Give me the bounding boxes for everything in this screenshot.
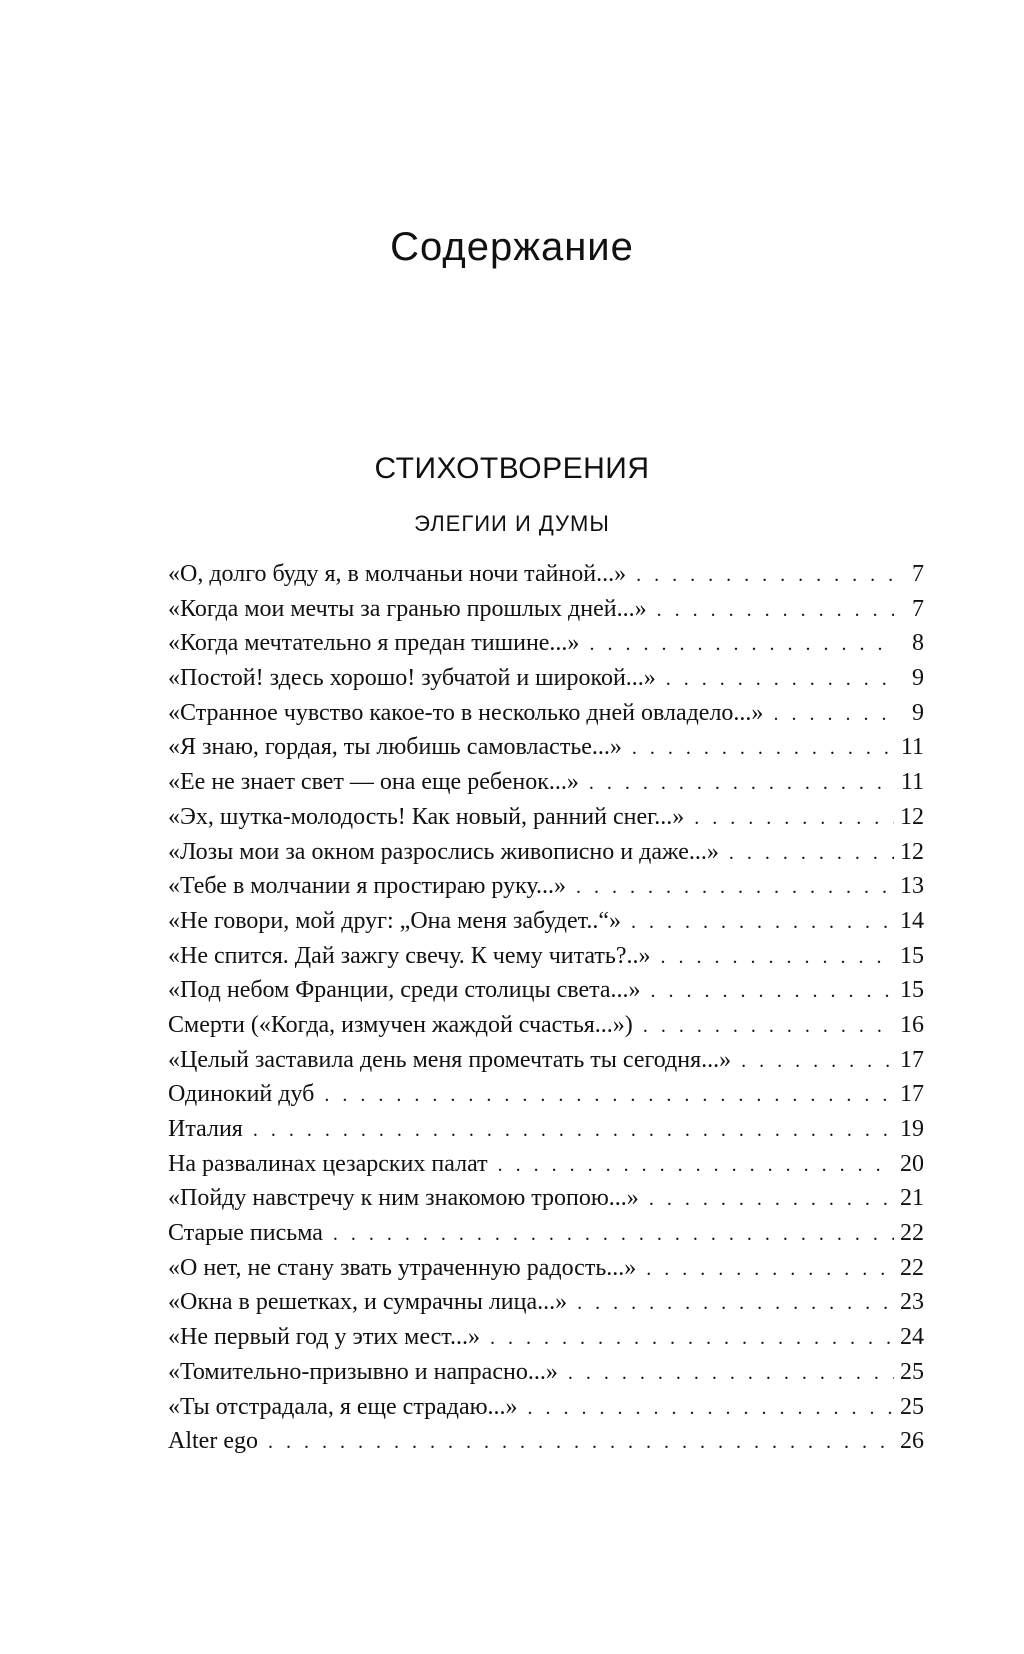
toc-entry-title: Италия: [168, 1116, 243, 1142]
toc-entry: [168, 804, 924, 839]
toc-dot-leader: [333, 1223, 894, 1246]
toc-entry-page-number: 15: [900, 942, 924, 969]
toc-entry: [168, 943, 924, 978]
toc-entry-title: «Тебе в молчании я простираю руку...»: [168, 873, 567, 900]
toc-dot-leader: [577, 1292, 894, 1315]
toc-entry-page-number: 22: [900, 1254, 924, 1281]
toc-entry-title: «Пойду навстречу к ним знакомою тропою...»: [168, 1185, 639, 1212]
toc-entry: [168, 839, 924, 874]
toc-entry-page-number: 17: [900, 1046, 924, 1073]
toc-entry: [168, 596, 924, 631]
toc-entry-page-number: 17: [900, 1081, 924, 1108]
toc-dot-leader: [589, 633, 894, 656]
toc-entry-page-number: 21: [900, 1185, 924, 1212]
toc-entry: [168, 1255, 924, 1290]
toc-dot-leader: [741, 1050, 894, 1073]
toc-entry-page-number: 7: [912, 595, 924, 622]
toc-entry: [168, 734, 924, 769]
toc-dot-leader: [324, 1084, 894, 1107]
toc-dot-leader: [661, 946, 894, 969]
toc-dot-leader: [657, 599, 894, 622]
toc-entry-title: «Томительно-призывно и напрасно...»: [168, 1358, 558, 1385]
toc-entry-title: Старые письма: [168, 1220, 323, 1247]
toc-entry: [168, 1428, 924, 1463]
toc-entry-page-number: 15: [900, 977, 924, 1004]
toc-entry-page-number: 11: [900, 769, 924, 796]
toc-entry-page-number: 25: [900, 1358, 924, 1385]
toc-entry-title: «Когда мои мечты за гранью прошлых дней...»: [168, 595, 647, 622]
toc-dot-leader: [631, 911, 894, 934]
section-title: СТИХОТВОРЕНИЯ: [374, 452, 650, 485]
toc-entry-title: Alter ego: [168, 1428, 258, 1455]
toc-entry-page-number: 12: [900, 838, 924, 865]
toc-entry: [168, 630, 924, 665]
toc-entry-title: «Эх, шутка-молодость! Как новый, ранний снег...»: [168, 803, 685, 830]
toc-dot-leader: [636, 564, 894, 587]
toc-entry-page-number: 24: [900, 1324, 924, 1351]
toc-entry-page-number: 9: [912, 665, 924, 692]
page-title: Содержание: [390, 224, 634, 269]
subsection-title: ЭЛЕГИИ И ДУМЫ: [414, 511, 610, 536]
toc-dot-leader: [649, 1188, 894, 1211]
toc-dot-leader: [253, 1119, 894, 1142]
toc-entry: [168, 1151, 924, 1186]
toc-dot-leader: [490, 1327, 894, 1350]
toc-entry-title: «Не спится. Дай зажгу свечу. К чему читать?..»: [168, 942, 651, 969]
toc-entry-page-number: 20: [900, 1150, 924, 1177]
toc-entry-page-number: 12: [900, 803, 924, 830]
toc-entry-title: «Не первый год у этих мест...»: [168, 1324, 480, 1351]
toc-entry-page-number: 19: [900, 1116, 924, 1142]
toc-entry-title: На развалинах цезарских палат: [168, 1150, 488, 1177]
toc-entry-page-number: 13: [900, 873, 924, 900]
toc-entry-page-number: 25: [900, 1393, 924, 1420]
toc-entry: [168, 1116, 924, 1151]
toc-entry: [168, 665, 924, 700]
toc-dot-leader: [632, 737, 894, 760]
toc-dot-leader: [568, 1362, 894, 1385]
toc-dot-leader: [268, 1431, 894, 1454]
toc-entry-title: «Когда мечтательно я предан тишине...»: [168, 630, 580, 657]
toc-entry-title: «Странное чувство какое-то в несколько дней овладело...»: [168, 699, 764, 726]
toc-dot-leader: [651, 980, 894, 1003]
toc-entry-title: «Ее не знает свет — она еще ребенок...»: [168, 769, 579, 796]
toc-entry: [168, 1081, 924, 1116]
toc-dot-leader: [528, 1397, 894, 1420]
toc-entry-title: «О, долго буду я, в молчаньи ночи тайной...»: [168, 561, 627, 587]
toc-dot-leader: [589, 772, 894, 795]
toc-entry: [168, 769, 924, 804]
toc-entry-title: «Постой! здесь хорошо! зубчатой и широкой...»: [168, 665, 656, 692]
toc-dot-leader: [666, 668, 894, 691]
toc-entry-title: «Окна в решетках, и сумрачны лица...»: [168, 1289, 568, 1316]
toc-entry: [168, 1012, 924, 1047]
toc-entry: [168, 561, 924, 596]
toc-entry-page-number: 8: [912, 630, 924, 657]
toc-entry-title: «Целый заставила день меня промечтать ты сегодня...»: [168, 1046, 732, 1073]
toc-entry-page-number: 14: [900, 907, 924, 934]
toc-entry-title: «Лозы мои за окном разрослись живописно и даже...»: [168, 838, 719, 865]
toc-entry-title: «Не говори, мой друг: „Она меня забудет..“»: [168, 907, 621, 934]
toc-entry: [168, 1324, 924, 1359]
toc-entry-page-number: 16: [900, 1011, 924, 1038]
toc-dot-leader: [576, 876, 894, 899]
toc-entry-page-number: 7: [912, 561, 924, 587]
toc-dot-leader: [694, 807, 894, 830]
toc-entry-title: «Я знаю, гордая, ты любишь самовластье...»: [168, 734, 622, 761]
toc-entry-page-number: 9: [912, 699, 924, 726]
toc-entry: [168, 1394, 924, 1429]
toc-entry-title: «О нет, не стану звать утраченную радость...»: [168, 1254, 637, 1281]
toc-entry: [168, 1047, 924, 1082]
toc-dot-leader: [643, 1015, 894, 1038]
toc-entry: [168, 1185, 924, 1220]
toc-dot-leader: [729, 842, 894, 865]
toc-entry-page-number: 11: [900, 734, 924, 761]
toc-entry-page-number: 22: [900, 1220, 924, 1247]
toc-entry-page-number: 26: [900, 1428, 924, 1455]
toc-entry: [168, 1359, 924, 1394]
toc-entry-title: «Под небом Франции, среди столицы света...»: [168, 977, 641, 1004]
toc-entry-page-number: 23: [900, 1289, 924, 1316]
toc-entry-title: Смерти («Когда, измучен жаждой счастья...»): [168, 1011, 633, 1038]
toc-entry: [168, 1289, 924, 1324]
toc-entry: [168, 977, 924, 1012]
toc-entry: [168, 873, 924, 908]
toc-entry-title: Одинокий дуб: [168, 1081, 315, 1108]
toc-entry: [168, 700, 924, 735]
toc-entry: [168, 1220, 924, 1255]
toc-dot-leader: [773, 703, 894, 726]
toc-entry-title: «Ты отстрадала, я еще страдаю...»: [168, 1393, 518, 1420]
toc-dot-leader: [646, 1258, 894, 1281]
table-of-contents: [168, 561, 924, 1463]
toc-entry: [168, 908, 924, 943]
toc-dot-leader: [498, 1154, 894, 1177]
